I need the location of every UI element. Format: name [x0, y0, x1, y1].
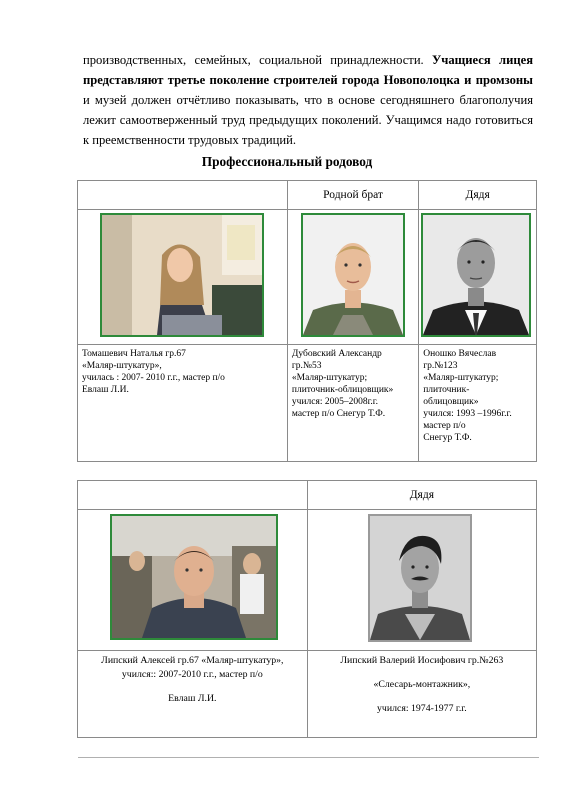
photo-tomashevich: [100, 213, 264, 337]
caption-line: гр.№53: [291, 361, 322, 371]
caption-line: Снегур Т.Ф.: [423, 433, 472, 443]
paragraph-text-continued: и музей должен отчётливо показывать, что в основе сегодняшнего благополучия лежит самоотверженный труд предыдущих поколений. Учащимся надо готовиться к преемственности трудовых традиций.: [83, 93, 533, 147]
caption-dubovsky: [287, 345, 418, 462]
caption-line: Евлаш Л.И.: [168, 693, 217, 704]
caption-line: Дубовский Александр: [291, 349, 382, 359]
caption-line: учился: 2005–2008г.г.: [291, 397, 378, 407]
caption-line: мастер п/о: [423, 421, 466, 431]
caption-line: «Слесарь-монтажник»,: [373, 679, 471, 690]
caption-line: мастер п/о Снегур Т.Ф.: [291, 409, 386, 419]
caption-line: «Маляр-штукатур;: [291, 373, 368, 383]
body-paragraph: [83, 50, 533, 150]
caption-line: Евлаш Л.И.: [82, 385, 129, 395]
caption-line: «Маляр-штукатур;: [423, 373, 499, 383]
caption-line: Томашевич Наталья гр.67: [82, 349, 186, 359]
caption-lipsky-aleksey: [78, 651, 308, 738]
caption-line: училась : 2007- 2010 г.г., мастер п/о: [82, 373, 225, 383]
table1-header-uncle: Дядя: [419, 181, 537, 210]
caption-line: «Маляр-штукатур»,: [82, 361, 162, 371]
footer-divider: [78, 757, 539, 758]
caption-line: облицовщик»: [423, 397, 479, 407]
family-table-1: [77, 180, 537, 462]
caption-tomashevich: [78, 345, 288, 462]
photo-cell-1: [78, 210, 288, 345]
table2-header-empty: [78, 481, 308, 510]
caption-line: учился:: 2007-2010 г.г., мастер п/о: [121, 669, 263, 680]
caption-line: учился: 1974-1977 г.г.: [377, 703, 467, 714]
photo-onoshko: [421, 213, 531, 337]
caption-line: Липский Алексей гр.67 «Маляр-штукатур»,: [101, 655, 284, 666]
table1-header-empty: [78, 181, 288, 210]
photo-cell-3: [419, 210, 537, 345]
photo-lipsky-aleksey: [110, 514, 278, 640]
table1-header-brother: Родной брат: [287, 181, 418, 210]
photo-cell-4: [78, 510, 308, 651]
caption-line: плиточник-: [423, 385, 470, 395]
caption-lipsky-valery: [307, 651, 536, 738]
paragraph-text: производственных, семейных, социальной принадлежности.: [83, 53, 433, 67]
caption-line: плиточник-облицовщик»: [291, 385, 394, 395]
photo-cell-2: [287, 210, 418, 345]
caption-onoshko: [419, 345, 537, 462]
caption-line: Липский Валерий Иосифович гр.№263: [340, 655, 504, 666]
table2-header-uncle: Дядя: [307, 481, 536, 510]
caption-line: гр.№123: [423, 361, 458, 371]
photo-dubovsky: [301, 213, 405, 337]
family-table-2: [77, 480, 537, 738]
photo-cell-5: [307, 510, 536, 651]
photo-lipsky-valery: [368, 514, 472, 642]
caption-line: Оношко Вячеслав: [423, 349, 497, 359]
section-heading: Профессиональный родовод: [201, 154, 373, 169]
caption-line: учился: 1993 –1996г.г.: [423, 409, 512, 419]
paragraph-bold-text: Учащиеся лицея представляют третье поколение строителей города Новополоцка и промзоны: [83, 53, 534, 87]
